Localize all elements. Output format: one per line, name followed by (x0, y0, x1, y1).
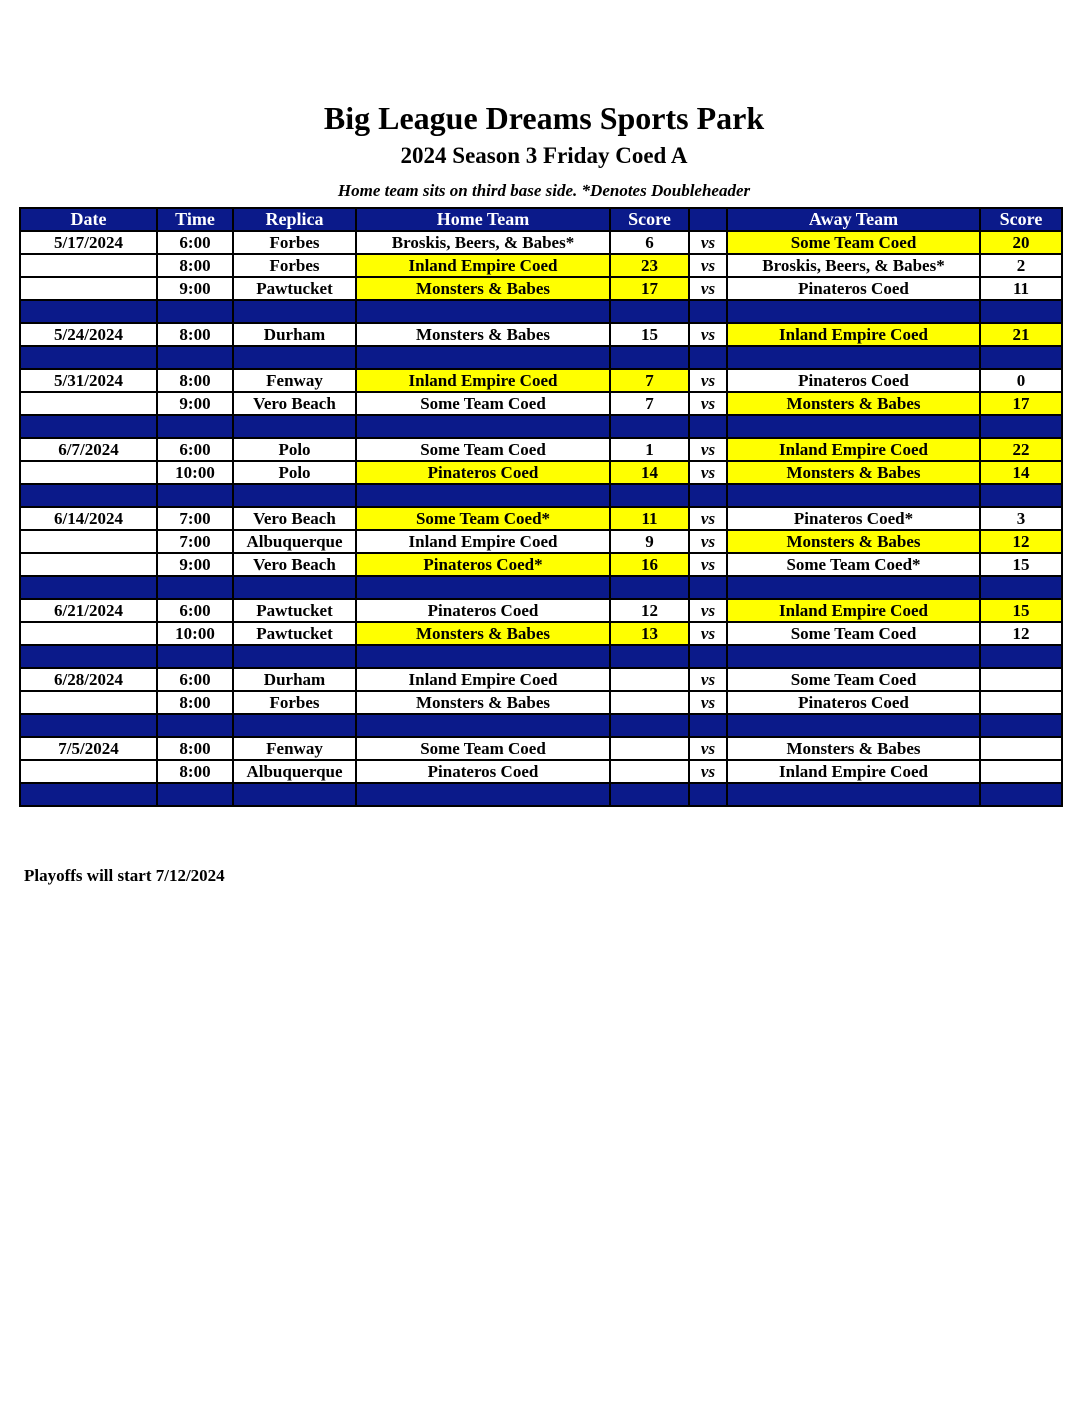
separator-cell (727, 783, 980, 806)
game-replica-field: Fenway (233, 369, 356, 392)
separator-cell (980, 714, 1062, 737)
separator-cell (20, 415, 157, 438)
separator-cell (727, 645, 980, 668)
away-score: 12 (980, 530, 1062, 553)
separator-cell (157, 783, 233, 806)
vs-label: vs (689, 530, 727, 553)
separator-cell (727, 484, 980, 507)
away-team: Monsters & Babes (727, 530, 980, 553)
away-score: 20 (980, 231, 1062, 254)
game-row (20, 691, 1062, 714)
home-team: Some Team Coed (356, 737, 610, 760)
vs-label: vs (689, 461, 727, 484)
home-team: Pinateros Coed (356, 760, 610, 783)
game-date (20, 392, 157, 415)
schedule-body (20, 231, 1062, 806)
away-score (980, 668, 1062, 691)
separator-cell (20, 576, 157, 599)
separator-cell (727, 300, 980, 323)
separator-cell (980, 645, 1062, 668)
vs-label: vs (689, 599, 727, 622)
game-date: 5/17/2024 (20, 231, 157, 254)
col-header-away-team: Away Team (727, 208, 980, 231)
separator-cell (610, 346, 689, 369)
game-date: 6/28/2024 (20, 668, 157, 691)
separator-cell (727, 576, 980, 599)
away-team: Pinateros Coed (727, 369, 980, 392)
col-header-home-score: Score (610, 208, 689, 231)
separator-cell (20, 645, 157, 668)
home-score: 6 (610, 231, 689, 254)
away-score: 22 (980, 438, 1062, 461)
separator-cell (610, 783, 689, 806)
separator-cell (980, 576, 1062, 599)
separator-cell (610, 300, 689, 323)
game-replica-field: Forbes (233, 254, 356, 277)
game-replica-field: Forbes (233, 691, 356, 714)
game-replica-field: Polo (233, 461, 356, 484)
away-score (980, 691, 1062, 714)
game-row (20, 231, 1062, 254)
game-date: 6/7/2024 (20, 438, 157, 461)
col-header-replica: Replica (233, 208, 356, 231)
game-time: 8:00 (157, 737, 233, 760)
schedule-table (19, 207, 1063, 807)
separator-cell (689, 415, 727, 438)
separator-cell (356, 576, 610, 599)
separator-cell (980, 783, 1062, 806)
game-replica-field: Durham (233, 323, 356, 346)
home-score: 11 (610, 507, 689, 530)
home-score: 7 (610, 369, 689, 392)
away-score: 12 (980, 622, 1062, 645)
separator-cell (727, 346, 980, 369)
season-subtitle: 2024 Season 3 Friday Coed A (400, 143, 688, 168)
separator-row (20, 415, 1062, 438)
vs-label: vs (689, 231, 727, 254)
vs-label: vs (689, 622, 727, 645)
home-team: Inland Empire Coed (356, 254, 610, 277)
away-team: Some Team Coed* (727, 553, 980, 576)
game-date: 6/14/2024 (20, 507, 157, 530)
separator-cell (689, 576, 727, 599)
vs-label: vs (689, 369, 727, 392)
home-score (610, 737, 689, 760)
away-score: 14 (980, 461, 1062, 484)
away-team: Inland Empire Coed (727, 599, 980, 622)
game-row (20, 599, 1062, 622)
game-time: 8:00 (157, 254, 233, 277)
game-date (20, 760, 157, 783)
home-score: 14 (610, 461, 689, 484)
home-score (610, 668, 689, 691)
game-time: 8:00 (157, 760, 233, 783)
home-score: 9 (610, 530, 689, 553)
away-team: Broskis, Beers, & Babes* (727, 254, 980, 277)
game-row (20, 553, 1062, 576)
game-row (20, 254, 1062, 277)
game-time: 9:00 (157, 277, 233, 300)
vs-label: vs (689, 507, 727, 530)
away-team: Monsters & Babes (727, 737, 980, 760)
home-score (610, 691, 689, 714)
playoffs-note: Playoffs will start 7/12/2024 (24, 866, 225, 885)
away-team: Inland Empire Coed (727, 760, 980, 783)
game-date: 6/21/2024 (20, 599, 157, 622)
game-time: 10:00 (157, 622, 233, 645)
home-team: Broskis, Beers, & Babes* (356, 231, 610, 254)
game-row (20, 622, 1062, 645)
game-row (20, 277, 1062, 300)
game-time: 8:00 (157, 323, 233, 346)
separator-cell (157, 346, 233, 369)
separator-cell (610, 645, 689, 668)
vs-label: vs (689, 392, 727, 415)
game-date: 5/31/2024 (20, 369, 157, 392)
vs-label: vs (689, 277, 727, 300)
game-row (20, 760, 1062, 783)
col-header-time: Time (157, 208, 233, 231)
separator-cell (610, 576, 689, 599)
away-score: 15 (980, 599, 1062, 622)
game-date: 5/24/2024 (20, 323, 157, 346)
home-team: Some Team Coed* (356, 507, 610, 530)
separator-row (20, 484, 1062, 507)
col-header-home-team: Home Team (356, 208, 610, 231)
separator-cell (727, 714, 980, 737)
away-score: 15 (980, 553, 1062, 576)
away-team: Pinateros Coed (727, 277, 980, 300)
separator-cell (233, 300, 356, 323)
away-team: Inland Empire Coed (727, 438, 980, 461)
separator-cell (20, 484, 157, 507)
home-team: Inland Empire Coed (356, 530, 610, 553)
separator-row (20, 645, 1062, 668)
away-score: 11 (980, 277, 1062, 300)
separator-row (20, 783, 1062, 806)
game-row (20, 461, 1062, 484)
game-replica-field: Pawtucket (233, 622, 356, 645)
game-time: 6:00 (157, 668, 233, 691)
home-score: 1 (610, 438, 689, 461)
separator-cell (980, 415, 1062, 438)
game-replica-field: Polo (233, 438, 356, 461)
vs-label: vs (689, 668, 727, 691)
game-time: 6:00 (157, 438, 233, 461)
game-replica-field: Albuquerque (233, 530, 356, 553)
home-score: 7 (610, 392, 689, 415)
game-time: 9:00 (157, 553, 233, 576)
away-team: Pinateros Coed* (727, 507, 980, 530)
separator-cell (233, 484, 356, 507)
away-score: 17 (980, 392, 1062, 415)
away-team: Inland Empire Coed (727, 323, 980, 346)
separator-cell (356, 484, 610, 507)
col-header-vs (689, 208, 727, 231)
separator-cell (157, 645, 233, 668)
home-score (610, 760, 689, 783)
home-team: Pinateros Coed* (356, 553, 610, 576)
vs-label: vs (689, 760, 727, 783)
home-score: 23 (610, 254, 689, 277)
game-row (20, 438, 1062, 461)
game-row (20, 737, 1062, 760)
game-time: 10:00 (157, 461, 233, 484)
vs-label: vs (689, 553, 727, 576)
home-score: 16 (610, 553, 689, 576)
separator-cell (980, 484, 1062, 507)
separator-cell (356, 714, 610, 737)
game-time: 6:00 (157, 231, 233, 254)
separator-cell (610, 415, 689, 438)
separator-cell (689, 484, 727, 507)
separator-cell (157, 300, 233, 323)
vs-label: vs (689, 254, 727, 277)
separator-cell (20, 714, 157, 737)
separator-cell (356, 346, 610, 369)
game-replica-field: Vero Beach (233, 507, 356, 530)
game-date (20, 691, 157, 714)
game-replica-field: Vero Beach (233, 553, 356, 576)
home-team: Monsters & Babes (356, 277, 610, 300)
separator-cell (980, 300, 1062, 323)
home-score: 15 (610, 323, 689, 346)
away-team: Some Team Coed (727, 668, 980, 691)
game-date (20, 461, 157, 484)
game-replica-field: Forbes (233, 231, 356, 254)
separator-cell (356, 783, 610, 806)
separator-row (20, 346, 1062, 369)
game-time: 8:00 (157, 369, 233, 392)
separator-cell (20, 783, 157, 806)
game-time: 7:00 (157, 530, 233, 553)
schedule-note: Home team sits on third base side. *Denotes Doubleheader (337, 181, 751, 200)
away-team: Some Team Coed (727, 622, 980, 645)
game-time: 6:00 (157, 599, 233, 622)
separator-cell (689, 783, 727, 806)
game-replica-field: Fenway (233, 737, 356, 760)
separator-cell (233, 714, 356, 737)
game-row (20, 369, 1062, 392)
separator-cell (157, 484, 233, 507)
home-team: Inland Empire Coed (356, 369, 610, 392)
separator-cell (157, 576, 233, 599)
header-row (20, 208, 1062, 231)
separator-cell (610, 714, 689, 737)
col-header-away-score: Score (980, 208, 1062, 231)
game-date (20, 553, 157, 576)
separator-cell (356, 415, 610, 438)
separator-cell (610, 484, 689, 507)
separator-cell (689, 645, 727, 668)
separator-cell (157, 714, 233, 737)
away-score: 0 (980, 369, 1062, 392)
separator-cell (233, 645, 356, 668)
away-score (980, 760, 1062, 783)
home-team: Pinateros Coed (356, 599, 610, 622)
vs-label: vs (689, 737, 727, 760)
home-team: Some Team Coed (356, 438, 610, 461)
game-replica-field: Albuquerque (233, 760, 356, 783)
game-row (20, 530, 1062, 553)
separator-row (20, 300, 1062, 323)
game-date (20, 530, 157, 553)
game-time: 8:00 (157, 691, 233, 714)
col-header-date: Date (20, 208, 157, 231)
game-row (20, 323, 1062, 346)
home-team: Pinateros Coed (356, 461, 610, 484)
separator-cell (689, 714, 727, 737)
home-team: Monsters & Babes (356, 691, 610, 714)
home-team: Monsters & Babes (356, 323, 610, 346)
away-team: Pinateros Coed (727, 691, 980, 714)
game-time: 9:00 (157, 392, 233, 415)
away-score (980, 737, 1062, 760)
away-score: 2 (980, 254, 1062, 277)
separator-cell (356, 645, 610, 668)
separator-cell (689, 300, 727, 323)
game-row (20, 668, 1062, 691)
game-replica-field: Pawtucket (233, 277, 356, 300)
game-date (20, 622, 157, 645)
away-team: Some Team Coed (727, 231, 980, 254)
vs-label: vs (689, 323, 727, 346)
separator-cell (233, 346, 356, 369)
home-score: 13 (610, 622, 689, 645)
away-team: Monsters & Babes (727, 392, 980, 415)
away-score: 3 (980, 507, 1062, 530)
vs-label: vs (689, 691, 727, 714)
separator-cell (233, 576, 356, 599)
separator-cell (20, 346, 157, 369)
page-title: Big League Dreams Sports Park (323, 100, 765, 136)
game-date (20, 277, 157, 300)
away-team: Monsters & Babes (727, 461, 980, 484)
home-team: Monsters & Babes (356, 622, 610, 645)
separator-row (20, 576, 1062, 599)
separator-cell (356, 300, 610, 323)
separator-cell (727, 415, 980, 438)
game-replica-field: Pawtucket (233, 599, 356, 622)
game-row (20, 507, 1062, 530)
separator-cell (233, 415, 356, 438)
separator-cell (980, 346, 1062, 369)
game-replica-field: Vero Beach (233, 392, 356, 415)
game-date (20, 254, 157, 277)
separator-cell (20, 300, 157, 323)
game-row (20, 392, 1062, 415)
separator-cell (157, 415, 233, 438)
home-score: 17 (610, 277, 689, 300)
separator-cell (233, 783, 356, 806)
vs-label: vs (689, 438, 727, 461)
game-replica-field: Durham (233, 668, 356, 691)
home-team: Some Team Coed (356, 392, 610, 415)
game-time: 7:00 (157, 507, 233, 530)
separator-row (20, 714, 1062, 737)
separator-cell (689, 346, 727, 369)
home-team: Inland Empire Coed (356, 668, 610, 691)
game-date: 7/5/2024 (20, 737, 157, 760)
home-score: 12 (610, 599, 689, 622)
away-score: 21 (980, 323, 1062, 346)
